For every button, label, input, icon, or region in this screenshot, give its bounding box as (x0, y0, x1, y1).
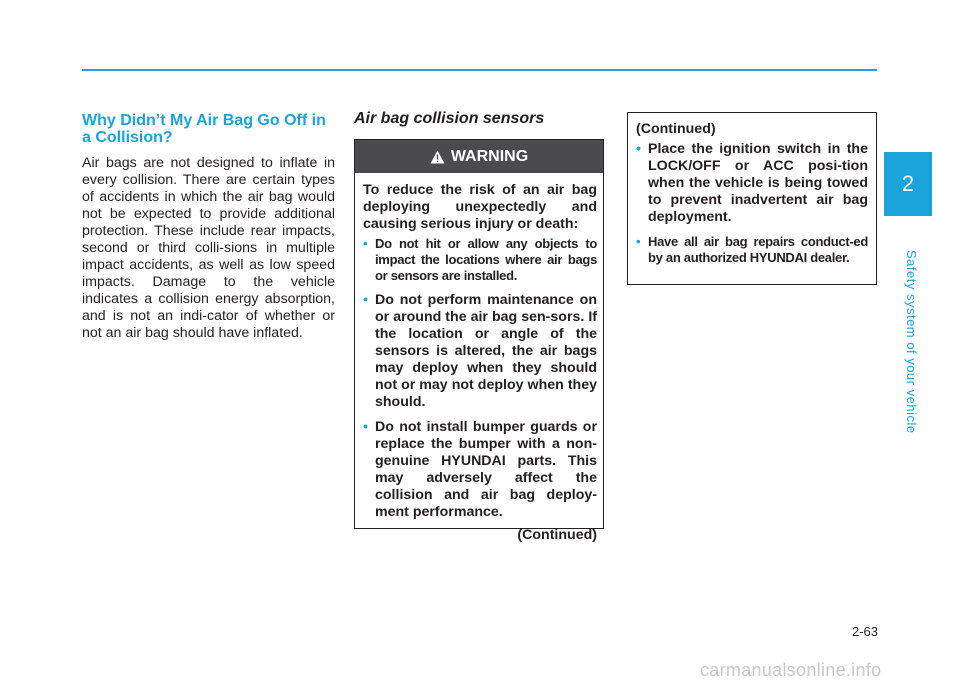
section-body: Air bags are not designed to inflate in every collision. There are certain types of accidents in which the air bag would not be expected to provide additional protection. These include rear impacts, second or third colli-sions in multiple impact accidents, as well as low speed impacts. Damage to the vehicle indicates a collision energy absorption, and is not an indi-cator of whether or not an air bag should have inflated. (82, 155, 335, 341)
warning-triangle-icon (430, 150, 445, 164)
list-item-text: Do not perform maintenance on or around the air bag sen-sors. If the location or angle of the sensors is altered, the air bags may deploy when they should not or may not deploy when they should. (375, 292, 597, 410)
list-item-text: Do not install bumper guards or replace the bumper with a non-genuine HYUNDAI parts. This may adversely affect the collision and air bag deploy-ment performance. (375, 419, 597, 520)
continued-header: (Continued) (636, 121, 716, 137)
watermark: carmanualsonline.info (700, 660, 882, 680)
bullet-icon: • (363, 236, 368, 251)
list-item (363, 236, 597, 284)
list-item-text: Have all air bag repairs conduct-ed by an authorized HYUNDAI dealer. (648, 234, 868, 265)
list-item-text: Place the ignition switch in the LOCK/OFF or ACC posi-tion when the vehicle is being towed to prevent inadvertent air bag deployment. (648, 141, 868, 225)
continued-warning-box (627, 112, 877, 285)
header-rule (82, 69, 877, 71)
bullet-icon: • (363, 292, 368, 308)
chapter-number-tab (884, 152, 932, 216)
section-heading-airbag-not-deployed: Why Didn’t My Air Bag Go Off in a Collision? (82, 112, 326, 146)
warning-label: WARNING (450, 147, 529, 165)
column-left (82, 112, 335, 342)
bullet-icon: • (363, 419, 368, 435)
warning-bullet-list (363, 236, 597, 521)
section-heading-collision-sensors: Air bag collision sensors (354, 110, 545, 127)
warning-header (355, 140, 603, 173)
warning-content (355, 173, 603, 543)
list-item-text: Do not hit or allow any objects to impact the locations where air bags or sensors are installed. (375, 236, 597, 283)
list-item (363, 292, 597, 411)
bullet-icon: • (636, 234, 641, 249)
list-item (636, 141, 868, 226)
warning-box (354, 139, 604, 543)
chapter-title: Safety system of your vehicle (904, 250, 919, 434)
bullet-icon: • (636, 141, 641, 157)
continued-label: (Continued) (517, 527, 597, 543)
warning-intro: To reduce the risk of an air bag deploying unexpectedly and causing serious injury or death: (363, 182, 597, 232)
continued-bullet-list (636, 141, 868, 266)
list-item (363, 419, 597, 521)
list-item (636, 234, 868, 266)
chapter-number: 2 (901, 171, 915, 196)
page-number: 2-63 (851, 624, 878, 639)
